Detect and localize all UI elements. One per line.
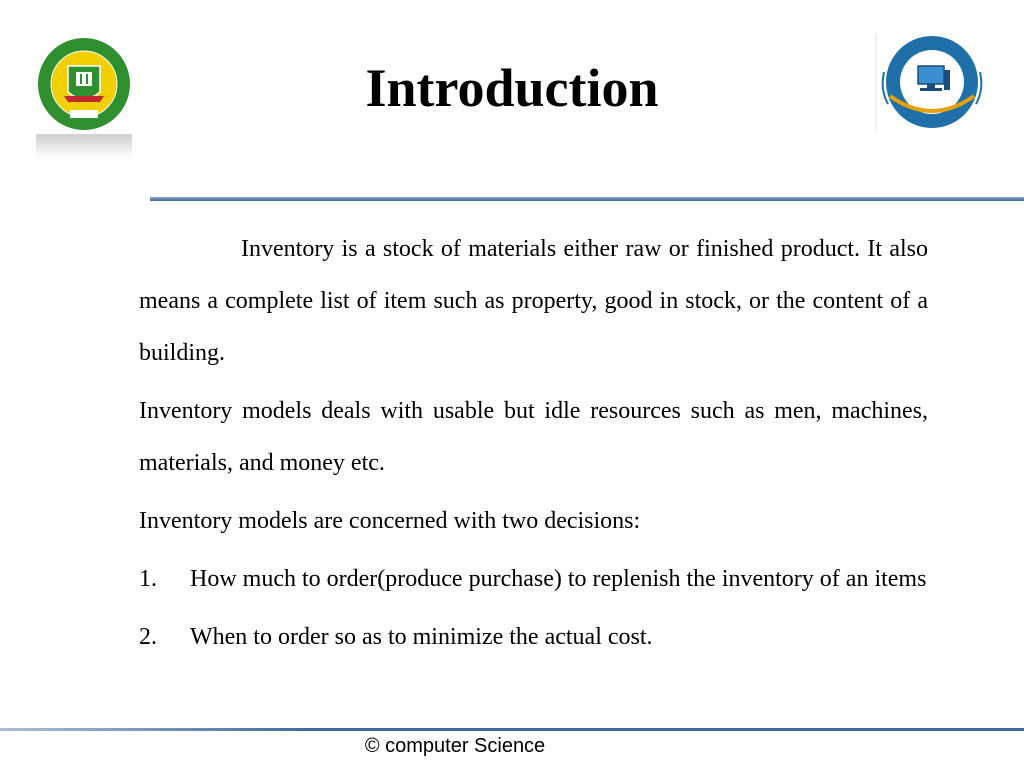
footer-copyright: © computer Science [364,735,546,757]
list-item [139,611,928,663]
list-number: 1. [139,566,157,592]
list-text: How much to order(produce purchase) to replenish the inventory of an items [190,566,927,592]
paragraph-models: Inventory models deals with usable but idle resources such as men, machines, materials, and money etc. [139,398,928,476]
paragraph-definition: Inventory is a stock of materials either raw or finished product. It also means a complete list of item such as property, good in stock, or the content of a building. [139,236,928,366]
department-seal-icon [874,30,986,134]
footer-divider [0,728,1024,731]
paragraph-decisions: Inventory models are concerned with two decisions: [139,508,641,534]
list-item [139,553,928,605]
list-number: 2. [139,624,157,650]
title-divider [150,197,1024,201]
department-logo [874,30,986,134]
list-text: When to order so as to minimize the actual cost. [190,624,653,650]
slide-title: Introduction [365,58,659,118]
slide-content [139,223,928,669]
